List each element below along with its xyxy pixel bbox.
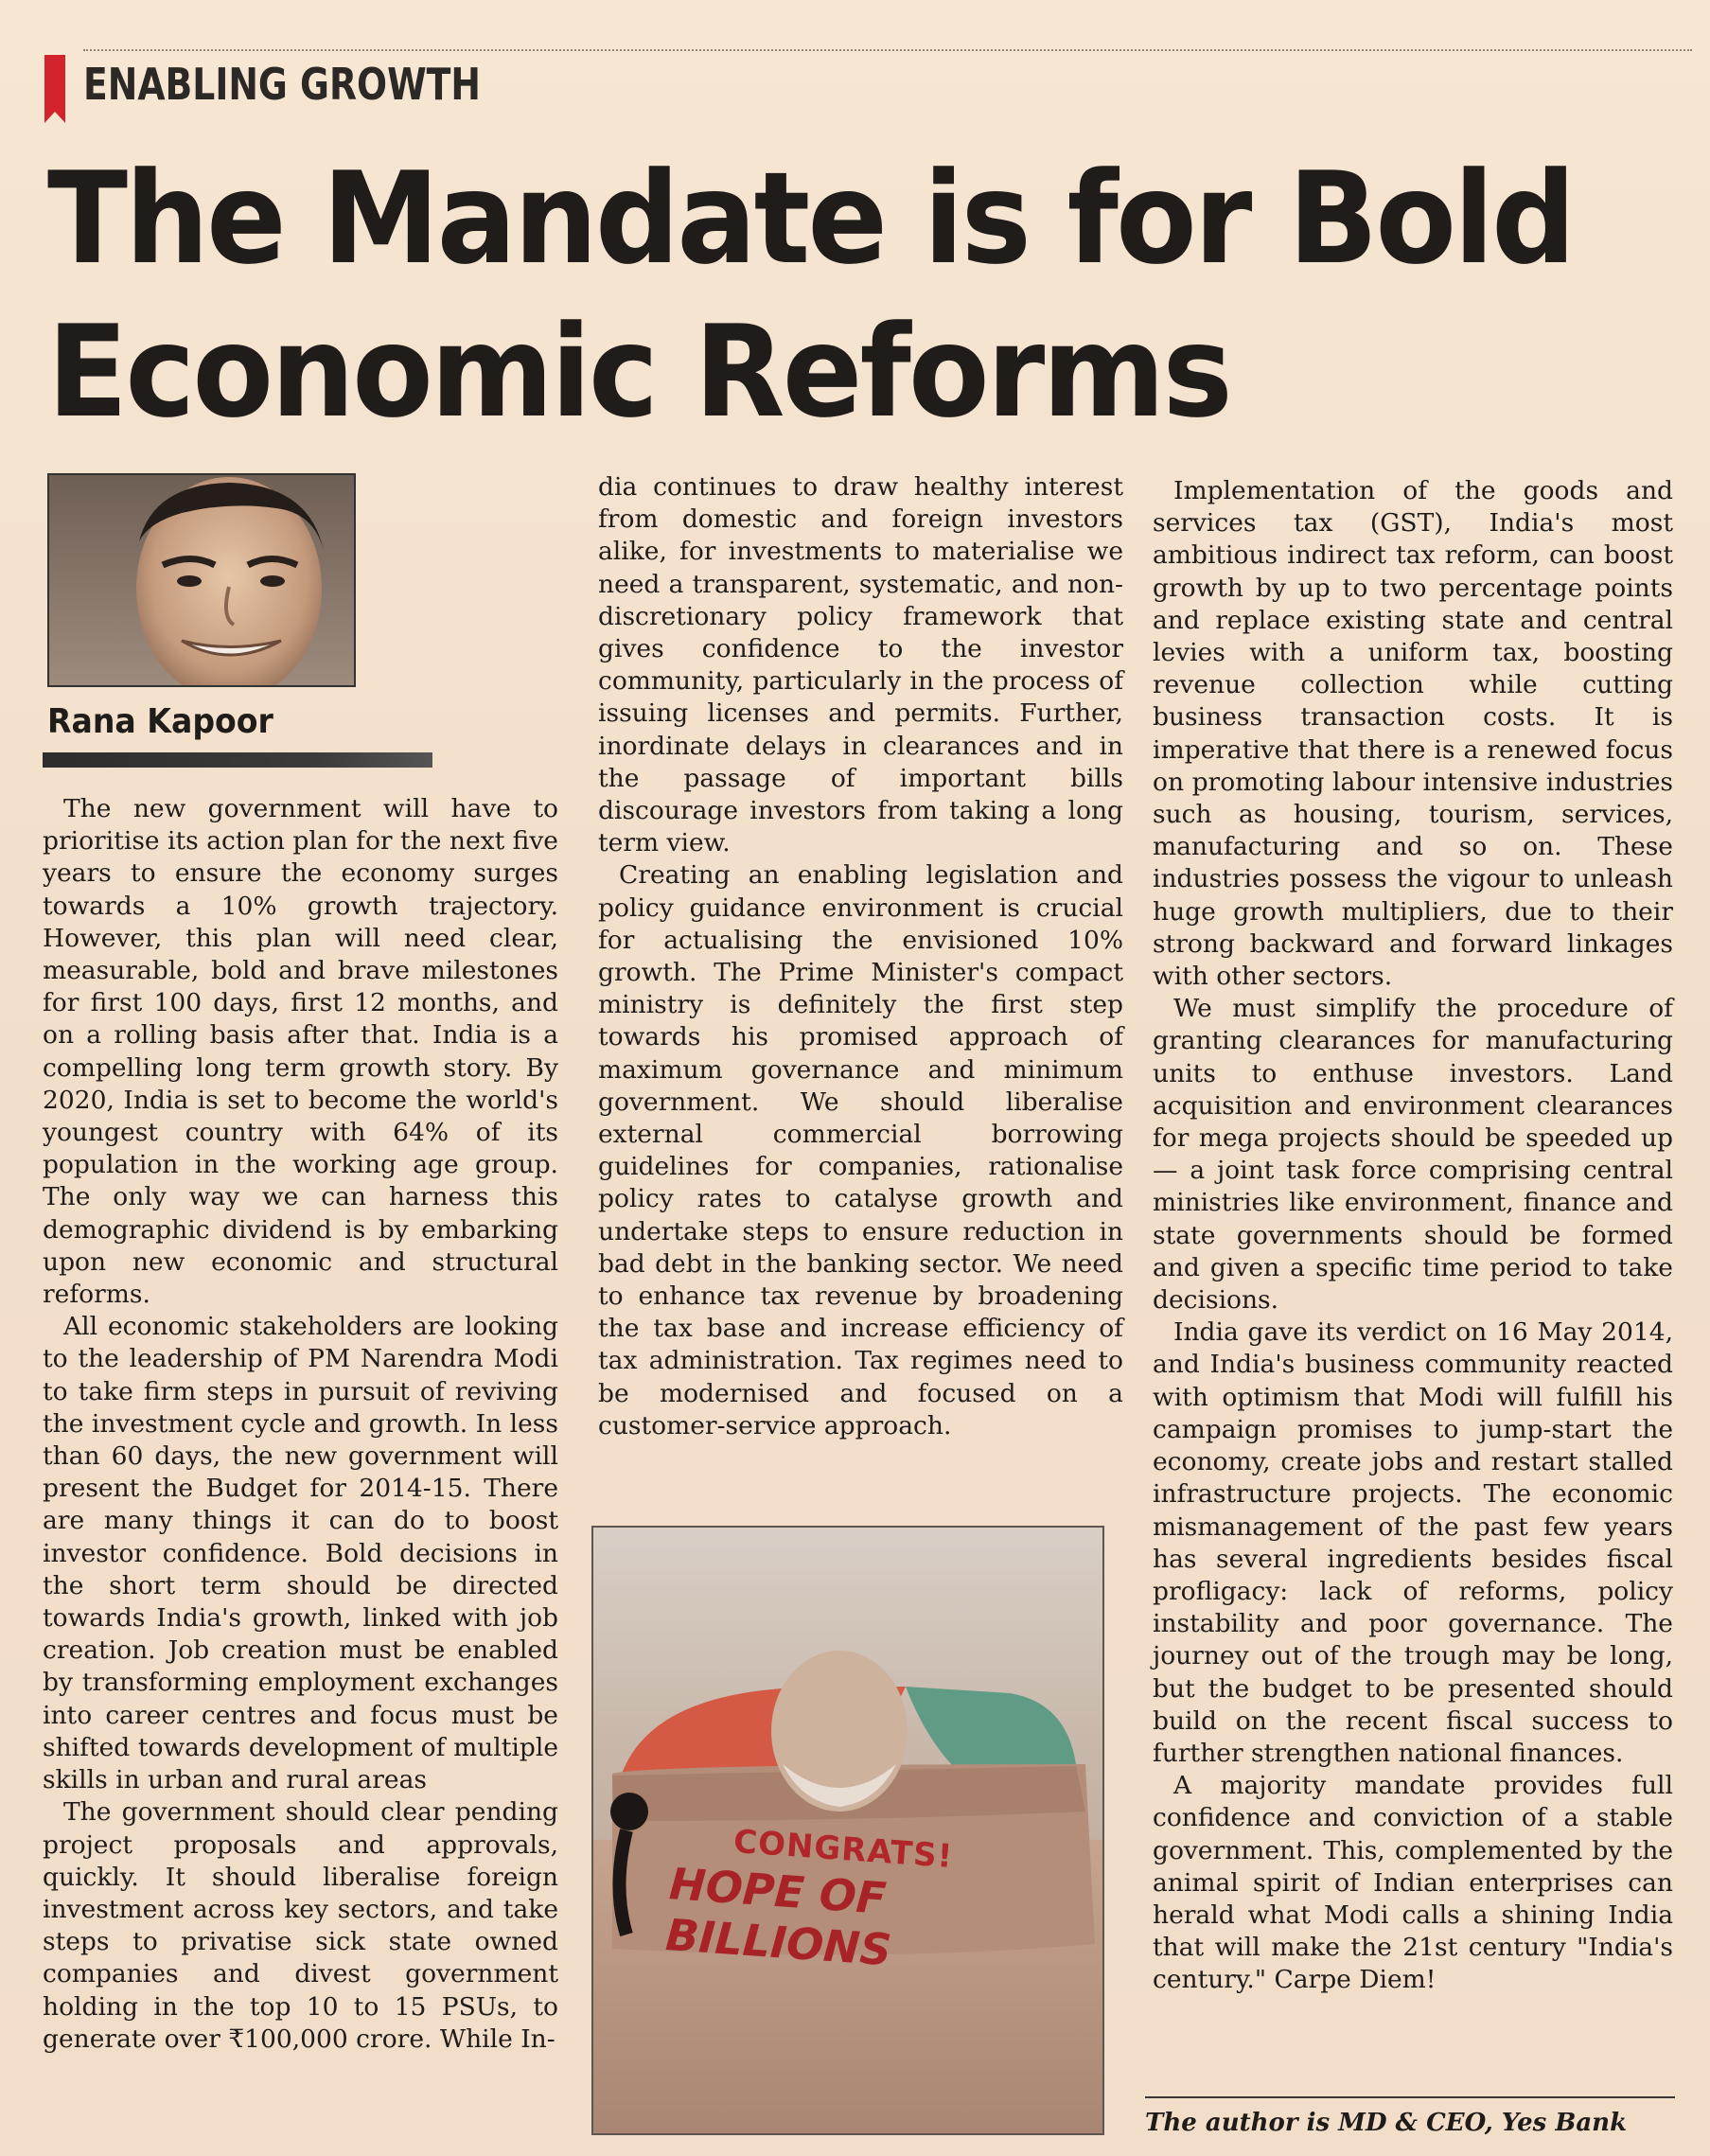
paragraph: The new government will have to prioritise its action plan for the next five years to ensure the economy surges towards a 10% growth trajectory. However, this plan will need clear, measurable, bold and brave milestones for first 100 days, first 12 months, and on a rolling basis after that. India is a compelling long term growth story. By 2020, India is set to become the world's youngest country with 64% of its population in the working age group. The only way we can harness this demographic dividend is by embarking upon new economic and structural reforms.: [43, 794, 558, 1310]
author-portrait-image: [49, 475, 354, 685]
article-column-1: [43, 793, 558, 2056]
section-flag-icon: [44, 55, 65, 112]
article-column-3: [1153, 475, 1673, 1997]
headline-line-1: The Mandate is for Bold: [47, 145, 1574, 292]
paragraph: India gave its verdict on 16 May 2014, and India's business community reacted with optimism that Modi will fulfill his campaign promises to jump-start the economy, create jobs and restart stalled infrastructure projects. The economic mismanagement of the past few years has several ingredients besides fiscal profligacy: lack of reforms, policy instability and poor governance. The journey out of the trough may be long, but the budget to be presented should build on the recent fiscal success to further strengthen national finances.: [1153, 1317, 1673, 1768]
article-column-2: [598, 471, 1123, 1442]
author-byline: Rana Kapoor: [47, 702, 273, 741]
paragraph: We must simplify the procedure of granting clearances for manufacturing units to enthuse investors. Land acquisition and environment clearances for mega projects should be speeded up — a joint task force comprising central ministries like environment, finance and state governments should be formed and given a specific time period to take decisions.: [1153, 994, 1673, 1316]
sand-art-photo: [591, 1526, 1104, 2135]
paragraph: The government should clear pending project proposals and approvals, quickly. It should liberalise foreign investment across key sectors, and take steps to privatise sick state owned companies and divest government holding in the top 10 to 15 PSUs, to generate over ₹100,000 crore. While In-: [43, 1797, 558, 2054]
paragraph: A majority mandate provides full confidence and conviction of a stable government. This, complemented by the animal spirit of Indian enterprises can herald what Modi calls a shining India that will make the 21st century "India's century." Carpe Diem!: [1153, 1771, 1673, 1995]
paragraph: Implementation of the goods and services tax (GST), India's most ambitious indirect tax reform, can boost growth by up to two percentage points and replace existing state and central levies with a uniform tax, boosting revenue collection while cutting business transaction costs. It is imperative that there is a renewed focus on promoting labour intensive industries such as housing, tourism, services, manufacturing and so on. These industries possess the vigour to unleash huge growth multipliers, due to their strong backward and forward linkages with other sectors.: [1153, 476, 1673, 992]
paragraph: Creating an enabling legislation and policy guidance environment is crucial for actualising the envisioned 10% growth. The Prime Minister's compact ministry is definitely the first step towards his promised approach of maximum governance and minimum government. We should liberalise external commercial borrowing guidelines for companies, rationalise policy rates to catalyse growth and undertake steps to ensure reduction in bad debt in the banking sector. We need to enhance tax revenue by broadening the tax base and increase efficiency of tax administration. Tax regimes need to be modernised and focused on a customer-service approach.: [598, 860, 1123, 1440]
sand-art-caption-bottom: HOPE OF BILLIONS: [663, 1858, 893, 1976]
headline-line-2: Economic Reforms: [47, 298, 1230, 446]
paragraph: All economic stakeholders are looking to the leadership of PM Narendra Modi to take firm steps in pursuit of reviving the investment cycle and growth. In less than 60 days, the new government will present the Budget for 2014-15. There are many things it can do to boost investor confidence. Bold decisions in the short term should be directed towards India's growth, linked with job creation. Job creation must be enabled by transforming employment exchanges into career centres and focus must be shifted towards development of multiple skills in urban and rural areas: [43, 1312, 558, 1795]
byline-rule: [43, 752, 432, 768]
author-note-rule: [1145, 2096, 1675, 2098]
paragraph: dia continues to draw healthy interest from domestic and foreign investors alike, for investments to materialise we need a transparent, systematic, and non-discretionary policy framework that gives confidence to the investor community, particularly in the process of issuing licenses and permits. Further, inordinate delays in clearances and in the passage of important bills discourage investors from taking a long term view.: [598, 472, 1123, 858]
kicker-rule: [83, 49, 1692, 51]
section-kicker: ENABLING GROWTH: [83, 59, 481, 110]
author-note: The author is MD & CEO, Yes Bank: [1145, 2109, 1628, 2137]
author-portrait: [47, 473, 356, 687]
article-headline: [47, 142, 1578, 449]
sand-art-caption-top: CONGRATS!: [732, 1822, 955, 1877]
